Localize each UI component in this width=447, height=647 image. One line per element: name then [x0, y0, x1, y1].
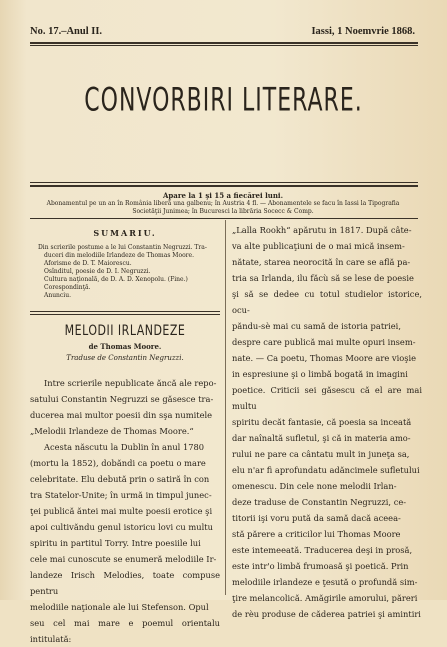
text-line: spiritu in partitul Torry. Intre poesiile lui — [30, 538, 201, 548]
text-line: seu cel mai mare e poemul orientalu intitulată: — [30, 618, 220, 644]
header-rule-bottom — [30, 45, 418, 46]
summary-item: ducerі din melodiile Irlandeze de Thomas Moore. — [44, 252, 195, 259]
text-line: cele mai cunoscute se enumeră melodiile Ir- — [30, 554, 217, 564]
article-title: MELODII IRLANDEZE — [64, 322, 186, 339]
text-line: este intemeeată. Traducerea deşi in prosă, — [232, 545, 413, 555]
notice-subscription-cont: Societăţii Junimea; în Bucuresci la librăria Socecc & Comp. — [132, 208, 314, 215]
text-line: dar naînaltă sufletul, şi că in materia amo- — [232, 433, 411, 443]
column-divider — [225, 220, 226, 595]
text-line: va alte publicaţiuni de o mai mică insem- — [232, 241, 405, 251]
text-line: elu n'ar fi aprofundatu adăncimele sufletului — [232, 465, 420, 475]
text-line: tria sa Irlanda, ilu făcù să se lese de poesie — [232, 273, 414, 283]
article-body-left — [30, 375, 220, 647]
text-line: „Melodii Irlandeze de Thomas Moore.“ — [30, 426, 194, 436]
text-line: omenescu. Din cele none melodii Irlan- — [232, 481, 397, 491]
article-translator: Traduse de Constantin Negruzzi. — [66, 354, 184, 362]
text-line: satului Constantin Negruzzi se găsesce tra- — [30, 394, 214, 404]
text-line: şi să se dedee cu totul studielor istorice, ocu- — [232, 289, 422, 315]
masthead-line — [30, 26, 415, 37]
text-line: rului ne pare ca cântatu mult in juneţa sa, — [232, 449, 410, 459]
page-title: CONVORBIRI LITERARE. — [84, 83, 363, 120]
summary-list — [30, 244, 220, 300]
text-line: celebritate. Elu debută prin o satiră în con — [30, 474, 210, 484]
text-line: păndu-sè mai cu samă de istoria patriei, — [232, 321, 401, 331]
notice-frequency: Apare la 1 şi 15 a fiecărei luni. — [162, 191, 284, 200]
text-line: de rèu produse de căderea patriei şi amintiri — [232, 609, 421, 619]
text-line: nate. — Ca poetu, Thomas Moore are vioşie — [232, 353, 417, 363]
summary-rule — [30, 311, 220, 312]
text-line: apoi cultivăndu genul istoricu lovi cu multu — [30, 522, 213, 532]
text-line: este intr'o limbă frumoasă şi poetică. Prin — [232, 561, 409, 571]
summary-item: Osînditul, poesie de D. I. Negruzzi. — [44, 268, 151, 275]
summary-item: Corespondinţă. — [44, 284, 91, 291]
text-line: deze traduse de Constantin Negruzzi, ce- — [232, 497, 407, 507]
right-column — [232, 222, 422, 622]
summary-item: Anunciu. — [44, 292, 71, 299]
issue-number: No. 17.–Anul II. — [30, 26, 103, 37]
left-column — [30, 222, 220, 647]
text-line: Intre scrierile nepublicate ăncă ale repo- — [44, 378, 217, 388]
text-line: melodiile irlandeze e ţesută o profundă sim- — [232, 577, 418, 587]
text-line: landeze Irisch Melodies, toate compuse pentru — [30, 570, 220, 596]
text-line: nătate, starea neorocită în care se află pa- — [232, 257, 411, 267]
text-line: ţei publică ăntei mai multe poesii erotice şi — [30, 506, 213, 516]
article-byline: de Thomas Moore. — [88, 342, 162, 351]
text-line: „Lalla Rookh“ apărutu in 1817. După câte- — [232, 225, 412, 235]
subscription-notice — [30, 192, 416, 216]
title-rule-bottom — [30, 185, 418, 187]
text-line: titorii işi voru pută da samă dacă aceea- — [232, 513, 401, 523]
summary-item: Aforisme de D. T. Maiorescu. — [44, 260, 132, 267]
notice-subscription: Abonamentul pe un an în România liberă una galbenu; în Austria 4 fl. — Abonamentele se facu în Iassi la Tipografia — [46, 200, 400, 207]
title-rule-top — [30, 182, 418, 183]
summary-rule-double — [30, 314, 220, 315]
text-line: poetice. Criticii sei găsescu că el are mai multu — [232, 385, 422, 411]
text-line: tra Statelor-Unite; în urmă in timpul junec- — [30, 490, 212, 500]
article-body-right — [232, 222, 422, 622]
text-line: ducerea mai multor poesii din sşa numitele — [30, 410, 213, 420]
header-rule-top — [30, 42, 418, 44]
summary-item: Cultura naţională, de D. A. D. Xenopolu. (Fine.) — [44, 276, 188, 283]
text-line: melodiile naţionale ale lui Stefenson. Opul — [30, 602, 209, 612]
place-date: Iassi, 1 Noemvrie 1868. — [311, 26, 415, 37]
text-line: stă părere a criticilor lui Thomas Moore — [232, 529, 401, 539]
text-line: Acesta născutu la Dublin în anul 1780 — [44, 442, 205, 452]
text-line: despre care publică mai multe opuri insem- — [232, 337, 416, 347]
summary-title: SUMARIU. — [93, 228, 157, 238]
notice-rule — [30, 218, 418, 219]
text-line: ţire melancolică. Amăgirile amorului, păreri — [232, 593, 418, 603]
text-line: (mortu la 1852), dobăndi ca poetu o mare — [30, 458, 206, 468]
text-line: spiritu decăt fantasie, că poesia sa inceată — [232, 417, 412, 427]
text-line: in espresiune şi o limbă bogată in imagini — [232, 369, 408, 379]
summary-item: Din scrierile postume a le lui Constantin Negruzzi. Tra- — [38, 244, 207, 251]
